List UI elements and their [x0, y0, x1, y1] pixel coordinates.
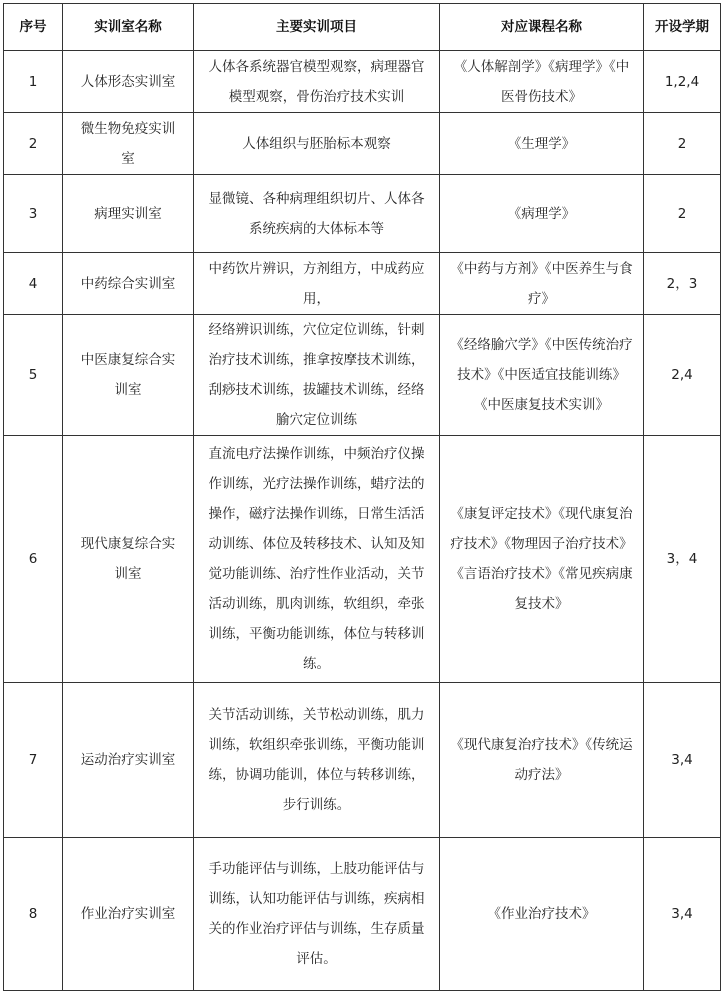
table-row: [4, 51, 721, 113]
cell-term: 2，3: [644, 253, 721, 315]
cell-no: 4: [4, 253, 63, 315]
cell-term: 3,4: [644, 683, 721, 838]
header-courses: 对应课程名称: [440, 4, 644, 51]
cell-projects: 人体各系统器官模型观察，病理器官模型观察，骨伤治疗技术实训: [194, 51, 440, 113]
header-projects: 主要实训项目: [194, 4, 440, 51]
cell-no: 7: [4, 683, 63, 838]
table-header-row: [4, 4, 721, 51]
cell-no: 1: [4, 51, 63, 113]
cell-projects: 经络辨识训练，穴位定位训练，针刺治疗技术训练，推拿按摩技术训练，刮痧技术训练，拔罐技术训练，经络腧穴定位训练: [194, 315, 440, 436]
cell-no: 8: [4, 838, 63, 991]
cell-no: 2: [4, 113, 63, 175]
table-row: [4, 113, 721, 175]
header-term: 开设学期: [644, 4, 721, 51]
cell-courses: 《病理学》: [440, 175, 644, 253]
table-row: [4, 436, 721, 683]
table-row: [4, 175, 721, 253]
cell-term: 1,2,4: [644, 51, 721, 113]
cell-projects: 人体组织与胚胎标本观察: [194, 113, 440, 175]
cell-term: 2,4: [644, 315, 721, 436]
cell-no: 3: [4, 175, 63, 253]
cell-courses: 《现代康复治疗技术》《传统运动疗法》: [440, 683, 644, 838]
cell-room: 运动治疗实训室: [63, 683, 194, 838]
cell-projects: 中药饮片辨识，方剂组方，中成药应用，: [194, 253, 440, 315]
cell-room: 微生物免疫实训室: [63, 113, 194, 175]
cell-projects: 直流电疗法操作训练，中频治疗仪操作训练，光疗法操作训练，蜡疗法的操作，磁疗法操作训练，日常生活活动训练、体位及转移技术、认知及知觉功能训练、治疗性作业活动，关节活动训练，肌肉训练，软组织，牵张训练，平衡功能训练，体位与转移训练。: [194, 436, 440, 683]
table-row: [4, 253, 721, 315]
course-table-wrapper: [3, 3, 721, 991]
header-no: 序号: [4, 4, 63, 51]
cell-term: 3，4: [644, 436, 721, 683]
cell-courses: 《中药与方剂》《中医养生与食疗》: [440, 253, 644, 315]
training-room-table: [3, 3, 721, 991]
cell-room: 中医康复综合实训室: [63, 315, 194, 436]
cell-room: 中药综合实训室: [63, 253, 194, 315]
table-row: [4, 838, 721, 991]
cell-projects: 显微镜、各种病理组织切片、人体各系统疾病的大体标本等: [194, 175, 440, 253]
cell-courses: 《作业治疗技术》: [440, 838, 644, 991]
cell-term: 2: [644, 113, 721, 175]
cell-term: 2: [644, 175, 721, 253]
cell-courses: 《生理学》: [440, 113, 644, 175]
cell-projects: 关节活动训练，关节松动训练，肌力训练，软组织牵张训练，平衡功能训练，协调功能训，体位与转移训练，步行训练。: [194, 683, 440, 838]
cell-no: 5: [4, 315, 63, 436]
cell-room: 人体形态实训室: [63, 51, 194, 113]
table-row: [4, 683, 721, 838]
cell-no: 6: [4, 436, 63, 683]
cell-room: 现代康复综合实训室: [63, 436, 194, 683]
cell-room: 作业治疗实训室: [63, 838, 194, 991]
cell-room: 病理实训室: [63, 175, 194, 253]
table-row: [4, 315, 721, 436]
cell-term: 3,4: [644, 838, 721, 991]
cell-projects: 手功能评估与训练，上肢功能评估与训练，认知功能评估与训练，疾病相关的作业治疗评估与训练，生存质量评估。: [194, 838, 440, 991]
cell-courses: 《康复评定技术》《现代康复治疗技术》《物理因子治疗技术》《言语治疗技术》《常见疾病康复技术》: [440, 436, 644, 683]
cell-courses: 《经络腧穴学》《中医传统治疗技术》《中医适宜技能训练》《中医康复技术实训》: [440, 315, 644, 436]
header-room: 实训室名称: [63, 4, 194, 51]
cell-courses: 《人体解剖学》《病理学》《中医骨伤技术》: [440, 51, 644, 113]
